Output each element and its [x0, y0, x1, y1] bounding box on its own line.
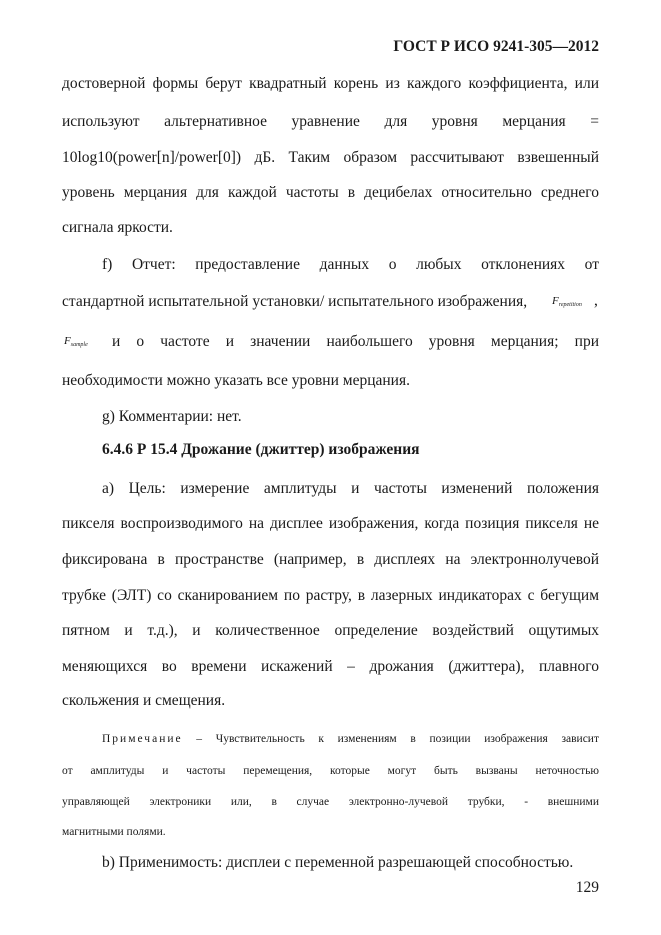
paragraph-line: достоверной формы берут квадратный корень из каждого коэффициента, или [62, 75, 599, 92]
paragraph-line: уровень мерцания для каждой частоты в децибелах относительно среднего [62, 184, 599, 201]
note-line: Примечание – Чувствительность к изменениям в позиции изображения зависит [102, 733, 599, 745]
list-item-f: f) Отчет: предоставление данных о любых отклонениях от [102, 256, 599, 273]
paragraph-line: стандартной испытательной установки/ испытательного изображения, [62, 293, 528, 310]
section-heading: 6.4.6 Р 15.4 Дрожание (джиттер) изображения [102, 441, 420, 458]
paragraph-line: 10log10(power[n]/power[0]) дБ. Таким образом рассчитывают взвешенный [62, 149, 599, 166]
paragraph-line: пятном и т.д.), и количественное определение воздействий ощутимых [62, 622, 599, 639]
paragraph-line: пикселя воспроизводимого на дисплее изображения, когда позиция пикселя не [62, 515, 599, 532]
paragraph-line: фиксирована в пространстве (например, в дисплеях на электроннолучевой [62, 551, 599, 568]
list-item-a: а) Цель: измерение амплитуды и частоты изменений положения [102, 480, 599, 497]
list-item-b: b) Применимость: дисплеи с переменной разрешающей способностью. [102, 854, 574, 871]
paragraph-line: скольжения и смещения. [62, 692, 226, 709]
note-line: управляющей электроники или, в случае электронно-лучевой трубки, - внешними [62, 796, 599, 808]
paragraph-line: необходимости можно указать все уровни мерцания. [62, 372, 410, 389]
page-number: 129 [575, 879, 599, 896]
note-line: магнитными полями. [62, 826, 166, 838]
list-item-g: g) Комментарии: нет. [102, 408, 242, 425]
formula-f-repetition: $F_{repetition}$ [552, 295, 582, 308]
document-header: ГОСТ Р ИСО 9241-305—2012 [393, 38, 599, 55]
paragraph-line: меняющихся во времени искажений – дрожания (джиттера), плавного [62, 658, 599, 675]
note-label: Примечание [102, 733, 183, 745]
paragraph-line: трубке (ЭЛТ) со сканированием по растру, в лазерных индикаторах с бегущим [62, 587, 599, 604]
paragraph-line: используют альтернативное уравнение для уровня мерцания = [62, 113, 599, 130]
paragraph-line: сигнала яркости. [62, 219, 173, 236]
note-line: от амплитуды и частоты перемещения, которые могут быть вызваны неточностью [62, 765, 599, 777]
paragraph-line: и о частоте и значении наибольшего уровня мерцания; при [112, 333, 599, 350]
comma: , [594, 292, 598, 309]
formula-f-sample: $F_{sample}$ [64, 335, 88, 348]
